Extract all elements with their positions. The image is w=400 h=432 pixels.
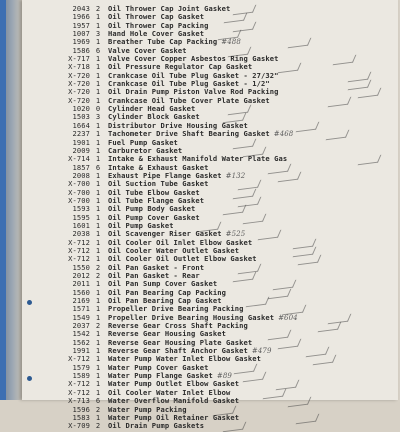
part-number: 1020 <box>72 104 90 114</box>
quantity: 1 <box>95 154 101 164</box>
part-number: X-714 <box>68 154 90 164</box>
description-text: Crankcase Oil Tube Plug Gasket - 27/32" <box>108 70 279 80</box>
quantity: 1 <box>95 329 101 339</box>
quantity: 1 <box>95 346 101 356</box>
quantity: 1 <box>95 20 101 30</box>
quantity: 1 <box>95 37 101 47</box>
description-text: Distributor Drive Housing Gasket <box>108 120 248 130</box>
description-text: Water Pump Water Inlet Elbow Gasket <box>108 354 261 364</box>
gasket-list <box>22 5 398 431</box>
part-number: 1550 <box>72 262 90 272</box>
quantity: 1 <box>95 245 101 255</box>
description-text: Oil Suction Tube Gasket <box>108 179 209 189</box>
description-text: Water Pump Flange Gasket <box>108 371 213 381</box>
description-text: Oil Pan Gasket - Front <box>108 262 205 272</box>
part-number: 1901 <box>72 137 90 147</box>
handwritten-note: #525 <box>225 230 246 239</box>
quantity: 2 <box>95 421 101 431</box>
handwritten-note: #604 <box>278 313 298 322</box>
handwritten-note: #89 <box>216 372 232 381</box>
description-text: Oil Pan Bearing Cap Packing <box>108 287 227 297</box>
part-number: 2037 <box>72 321 90 331</box>
part-number: X-713 <box>68 396 90 406</box>
quantity: 1 <box>95 54 101 64</box>
quantity: 1 <box>95 354 101 364</box>
description-text: Oil Drain Pump Gaskets <box>108 421 205 431</box>
quantity: 1 <box>95 362 101 372</box>
quantity: 1 <box>95 12 101 22</box>
description-text: Oil Thrower Cap Gasket <box>108 12 205 22</box>
part-number: 1583 <box>72 412 90 422</box>
description-text: Reverse Gear Shaft Anchor Gasket <box>108 346 248 356</box>
quantity: 1 <box>95 387 101 397</box>
part-number: 2038 <box>72 229 90 239</box>
part-number: 1560 <box>72 287 90 297</box>
quantity: 1 <box>95 287 101 297</box>
description-text: Water Pump Oil Retainer Gasket <box>108 412 240 422</box>
quantity: 1 <box>95 170 101 180</box>
part-number: X-700 <box>68 187 90 197</box>
quantity: 1 <box>95 304 101 314</box>
quantity: 1 <box>95 179 101 189</box>
quantity: 1 <box>95 312 101 322</box>
description-text: Tachometer Drive Shaft Bearing Gasket <box>108 129 270 139</box>
quantity: 1 <box>95 229 101 239</box>
part-number: X-720 <box>68 70 90 80</box>
part-number: X-712 <box>68 379 90 389</box>
part-number: 1966 <box>72 12 90 22</box>
part-number: 1593 <box>72 204 90 214</box>
description-text: Oil Pump Cover Gasket <box>108 212 200 222</box>
quantity: 6 <box>95 396 101 406</box>
part-number: 2043 <box>72 4 90 13</box>
handwritten-note: #488 <box>221 38 241 47</box>
part-number: X-712 <box>68 245 90 255</box>
description-text: Water Pump Cover Gasket <box>108 362 209 372</box>
part-number: 1549 <box>72 312 90 322</box>
description-text: Oil Drain Pump Piston Valve Rod Packing <box>108 87 279 97</box>
quantity: 1 <box>95 137 101 147</box>
part-number: X-700 <box>68 179 90 189</box>
part-number: 1562 <box>72 337 90 347</box>
description-text: Oil Tube Elbow Gasket <box>108 187 200 197</box>
part-number: X-718 <box>68 62 90 72</box>
description-text: Water Pump Outlet Elbow Gasket <box>108 379 240 389</box>
part-number: X-720 <box>68 87 90 97</box>
part-number: 1579 <box>72 362 90 372</box>
description-text: Oil Pump Body Gasket <box>108 204 196 214</box>
part-number: X-709 <box>68 421 90 431</box>
quantity: 1 <box>95 279 101 289</box>
quantity: 1 <box>95 379 101 389</box>
description-text: Water Pump Packing <box>108 404 187 414</box>
quantity: 1 <box>95 212 101 222</box>
part-number: 1586 <box>72 45 90 55</box>
description-text: Intake & Exhaust Gasket <box>108 162 209 172</box>
description-text: Fuel Pump Gasket <box>108 137 178 147</box>
part-number: 1991 <box>72 346 90 356</box>
part-number: 1857 <box>72 162 90 172</box>
part-number: 2008 <box>72 170 90 180</box>
quantity: 1 <box>95 87 101 97</box>
description-text: Oil Cooler Oil Inlet Elbow Gasket <box>108 237 253 247</box>
part-number: 1664 <box>72 120 90 130</box>
description-text: Propeller Drive Bearing Packing <box>108 304 244 314</box>
description-text: Oil Thrower Cap Joint Gasket <box>108 4 231 13</box>
part-number: 1957 <box>72 20 90 30</box>
part-number: 2169 <box>72 296 90 306</box>
part-number: 2012 <box>72 271 90 280</box>
part-number: 2237 <box>72 129 90 139</box>
part-number: 1969 <box>72 37 90 47</box>
quantity: 1 <box>95 79 101 89</box>
quantity: 1 <box>95 254 101 264</box>
description-text: Propeller Drive Bearing Housing Gasket <box>108 312 275 322</box>
quantity: 1 <box>95 145 101 155</box>
part-number: X-717 <box>68 54 90 64</box>
description-text: Oil Cooler Water Outlet Gasket <box>108 245 240 255</box>
list-item <box>22 414 398 422</box>
description-text: Oil Cooler Oil Outlet Elbow Gasket <box>108 254 257 264</box>
quantity: 1 <box>95 95 101 105</box>
quantity: 1 <box>95 195 101 205</box>
description-text: Oil Pan Sump Cover Gasket <box>108 279 218 289</box>
description-text: Reverse Gear Cross Shaft Packing <box>108 321 248 331</box>
check-mark-icon <box>223 422 247 432</box>
part-number: 1595 <box>72 212 90 222</box>
quantity: 1 <box>95 296 101 306</box>
list-item <box>22 422 398 430</box>
part-number: X-720 <box>68 95 90 105</box>
quantity: 1 <box>95 62 101 72</box>
part-number: X-720 <box>68 79 90 89</box>
quantity: 3 <box>95 29 101 39</box>
description-text: Oil Pan Bearing Cap Gasket <box>108 296 222 306</box>
description-text: Oil Thrower Cap Packing <box>108 20 209 30</box>
part-number: X-712 <box>68 254 90 264</box>
part-description <box>108 422 204 430</box>
quantity: 6 <box>95 162 101 172</box>
part-number: 1007 <box>72 29 90 39</box>
description-text: Water Overflow Manifold Gasket <box>108 396 240 406</box>
binder-spine <box>0 0 6 400</box>
binder-edge <box>0 0 22 400</box>
part-number: X-700 <box>68 195 90 205</box>
quantity: 1 <box>95 237 101 247</box>
description-text: Cylinder Head Gasket <box>108 104 196 114</box>
quantity: 1 <box>95 129 101 139</box>
description-text: Hand Hole Cover Gasket <box>108 29 205 39</box>
part-number: 2011 <box>72 279 90 289</box>
handwritten-note: #132 <box>225 171 246 180</box>
quantity: 2 <box>95 404 101 414</box>
description-text: Reverse Gear Housing Plate Gasket <box>108 337 253 347</box>
description-text: Valve Cover Gasket <box>108 45 187 55</box>
quantity: 1 <box>95 371 101 381</box>
part-number: 1503 <box>72 112 90 122</box>
quantity: 1 <box>95 204 101 214</box>
part-number: 1596 <box>72 404 90 414</box>
description-text: Crankcase Oil Tube Cover Plate Gasket <box>108 95 270 105</box>
description-text: Cylinder Block Gasket <box>108 112 200 122</box>
part-number: 2009 <box>72 145 90 155</box>
part-number: 1542 <box>72 329 90 339</box>
quantity: 2 <box>95 4 101 13</box>
quantity: 1 <box>95 337 101 347</box>
description-text: Oil Scavenger Riser Gasket <box>108 229 222 239</box>
quantity: 2 <box>95 262 101 272</box>
quantity: 1 <box>95 187 101 197</box>
description-text: Crankcase Oil Tube Plug Gasket - 1/2" <box>108 79 270 89</box>
quantity: 1 <box>95 120 101 130</box>
description-text: Valve Cover Copper Asbestos Ring Gasket <box>108 54 279 64</box>
quantity: 2 <box>95 271 101 280</box>
description-text: Breather Tube Cap Packing <box>108 37 218 47</box>
part-number: 1571 <box>72 304 90 314</box>
description-text: Oil Pan Gasket - Rear <box>108 271 200 280</box>
description-text: Oil Pressure Regulator Cap Gasket <box>108 62 253 72</box>
list-item <box>22 397 398 405</box>
description-text: Oil Cooler Water Inlet Elbow <box>108 387 231 397</box>
quantity: 6 <box>95 45 101 55</box>
description-text: Exhaust Pipe Flange Gasket <box>108 170 222 180</box>
description-text: Intake & Exhaust Manifold Water Plate Gas <box>108 154 288 164</box>
quantity: 2 <box>95 321 101 331</box>
description-text: Carburetor Gasket <box>108 145 183 155</box>
handwritten-note: #468 <box>273 130 294 139</box>
description-text: Oil Tube Flange Gasket <box>108 195 205 205</box>
quantity: 1 <box>95 412 101 422</box>
part-number: X-712 <box>68 387 90 397</box>
handwritten-note: #479 <box>251 347 272 356</box>
part-number: X-712 <box>68 237 90 247</box>
part-number: 1601 <box>72 220 90 230</box>
quantity: 0 <box>95 104 101 114</box>
description-text: Oil Pump Gasket <box>108 220 174 230</box>
part-number: X-712 <box>68 354 90 364</box>
part-number: 1589 <box>72 371 90 381</box>
description-text: Reverse Gear Housing Gasket <box>108 329 227 339</box>
quantity: 1 <box>95 70 101 80</box>
quantity: 1 <box>95 220 101 230</box>
quantity: 3 <box>95 112 101 122</box>
